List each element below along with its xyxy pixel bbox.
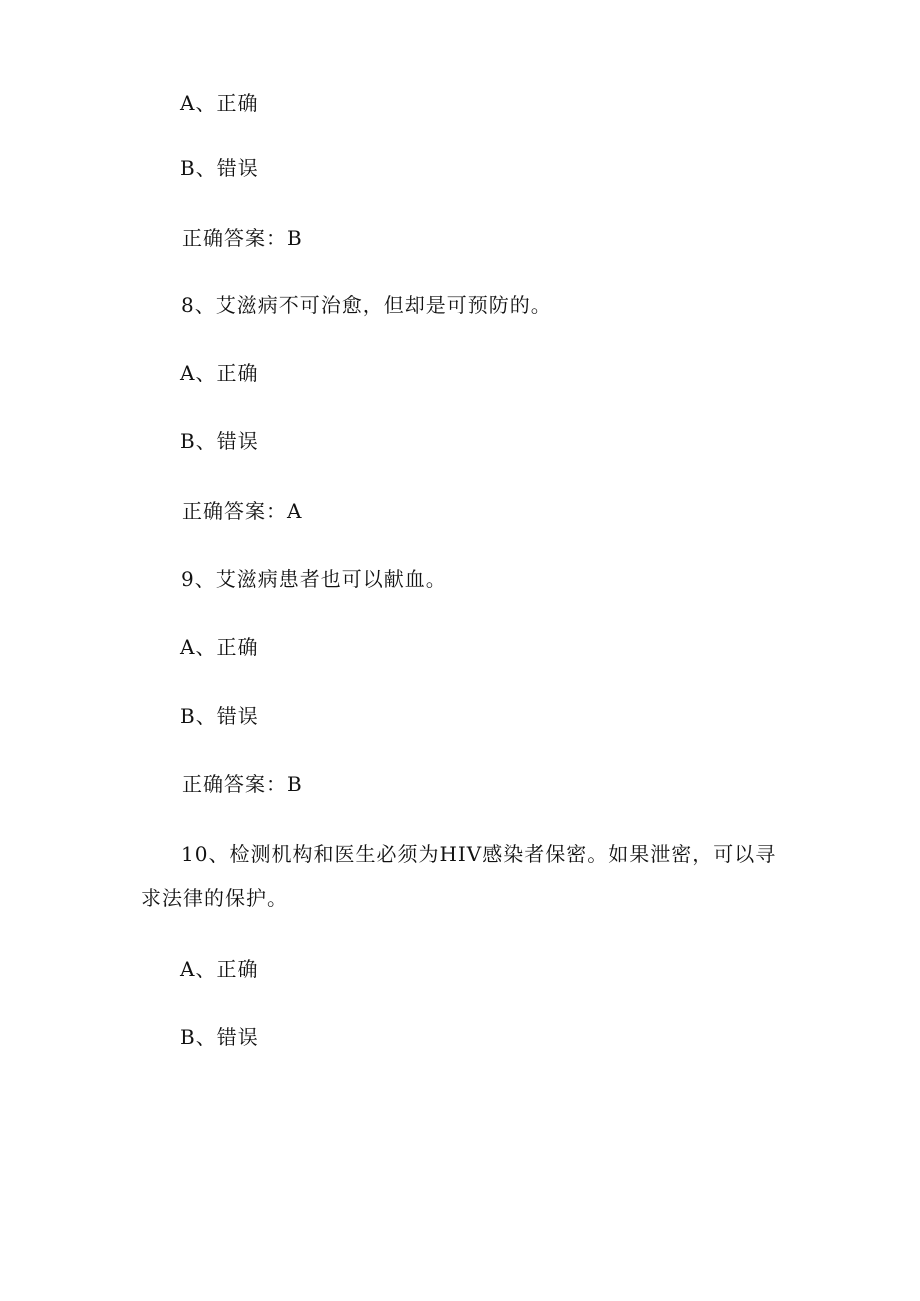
option-b: B、错误 (180, 156, 259, 180)
option-a: A、正确 (180, 91, 259, 115)
option-a: A、正确 (180, 361, 259, 385)
option-b: B、错误 (180, 429, 259, 453)
option-b: B、错误 (180, 704, 259, 728)
question-text-line-2: 求法律的保护。 (141, 886, 288, 910)
correct-answer: 正确答案：A (182, 499, 303, 523)
correct-answer: 正确答案：B (182, 772, 303, 796)
question-text: 8、艾滋病不可治愈，但却是可预防的。 (181, 293, 552, 317)
option-b: B、错误 (180, 1025, 259, 1049)
correct-answer: 正确答案：B (182, 226, 303, 250)
question-text: 9、艾滋病患者也可以献血。 (181, 567, 447, 591)
option-a: A、正确 (180, 957, 259, 981)
question-text-line-1: 10、检测机构和医生必须为HIV感染者保密。如果泄密，可以寻 (181, 842, 777, 866)
option-a: A、正确 (180, 635, 259, 659)
